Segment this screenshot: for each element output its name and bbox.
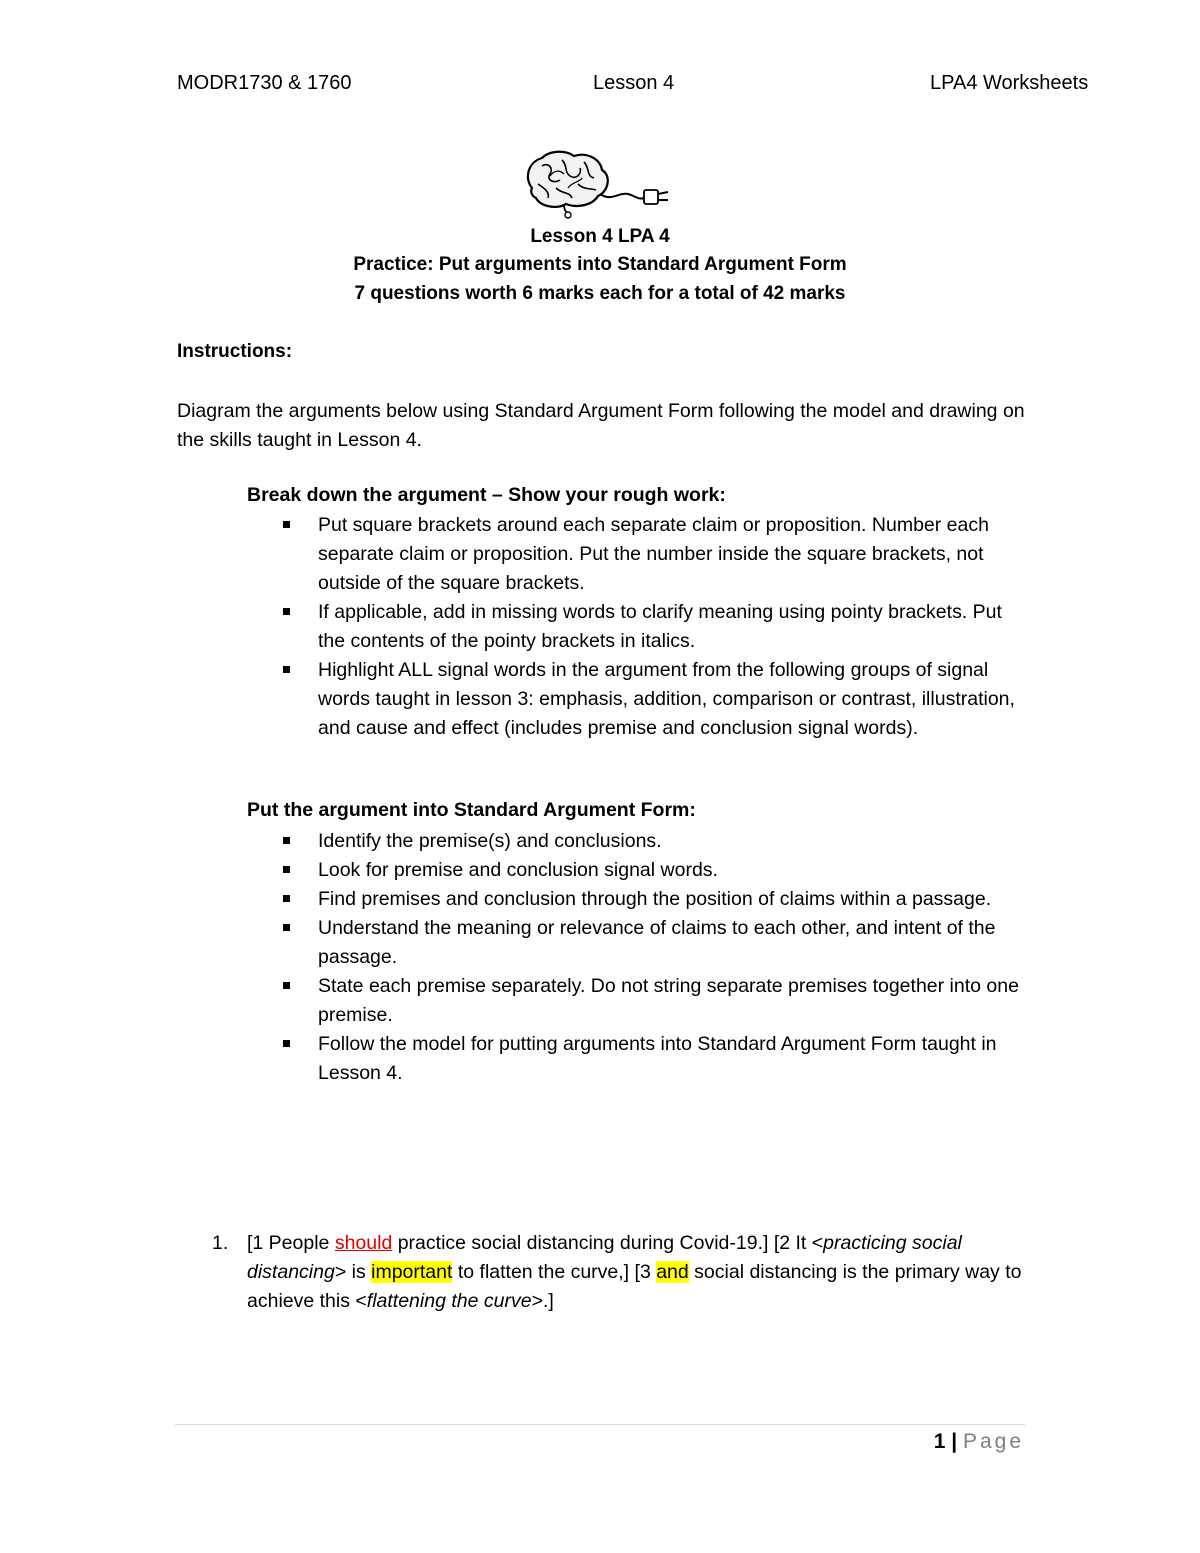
inserted-words: flattening the curve: [366, 1290, 532, 1312]
list-item-text: Identify the premise(s) and conclusions.: [318, 830, 662, 852]
square-bullet-icon: [283, 837, 290, 844]
question-text-part: to flatten the curve,] [3: [452, 1261, 657, 1283]
square-bullet-icon: [283, 521, 290, 528]
page-number: 1: [933, 1430, 946, 1453]
square-bullet-icon: [283, 866, 290, 873]
question-text-part: [1 People: [247, 1232, 335, 1254]
square-bullet-icon: [283, 666, 290, 673]
list-item: [283, 914, 1023, 972]
section-heading-standard-form: Put the argument into Standard Argument Form:: [247, 799, 696, 821]
question-text: [247, 1229, 1042, 1316]
header-worksheet: LPA4 Worksheets: [930, 72, 1089, 94]
title-line-3: 7 questions worth 6 marks each for a total of 42 marks: [354, 283, 846, 304]
signal-word-and: and: [656, 1261, 689, 1283]
page-word: Page: [962, 1430, 1024, 1453]
question-text-part: social distancing is the primary way to achieve this <: [247, 1261, 1022, 1312]
list-item-text: If applicable, add in missing words to clarify meaning using pointy brackets. Put the contents of the pointy brackets in italics.: [318, 601, 1002, 652]
page-separator: |: [945, 1430, 963, 1453]
footer-divider: [175, 1424, 1025, 1425]
instructions-label: Instructions:: [177, 341, 293, 362]
standard-form-list: [283, 827, 1023, 1088]
list-item-text: Follow the model for putting arguments into Standard Argument Form taught in Lesson 4.: [318, 1033, 997, 1084]
break-down-list: [283, 511, 1023, 743]
signal-word-should: should: [334, 1232, 393, 1254]
list-item-text: Highlight ALL signal words in the argument from the following groups of signal words taught in lesson 3: emphasis, addition, comparison or contrast, illustration, and cause and effect (includes premise and conclusion signal words).: [318, 659, 1015, 739]
list-item: [283, 1030, 1023, 1088]
page-footer: [934, 1430, 1024, 1454]
list-item: [283, 972, 1023, 1030]
square-bullet-icon: [283, 608, 290, 615]
brain-plug-icon: [520, 148, 675, 220]
square-bullet-icon: [283, 895, 290, 902]
list-item-text: Find premises and conclusion through the position of claims within a passage.: [318, 888, 992, 910]
header-lesson: Lesson 4: [593, 72, 675, 94]
square-bullet-icon: [283, 982, 290, 989]
question-1: [212, 1229, 1042, 1316]
square-bullet-icon: [283, 924, 290, 931]
title-line-1: Lesson 4 LPA 4: [530, 226, 670, 247]
title-line-2: Practice: Put arguments into Standard Argument Form: [353, 254, 847, 275]
instructions-intro: Diagram the arguments below using Standard Argument Form following the model and drawing on the skills taught in Lesson 4.: [177, 400, 1025, 451]
question-text-part: practice social distancing during Covid-19.] [2 It <: [392, 1232, 824, 1254]
question-text-part: >.]: [531, 1290, 554, 1312]
list-item-text: Look for premise and conclusion signal words.: [318, 859, 718, 881]
question-number: 1.: [212, 1232, 229, 1254]
question-text-part: > is: [334, 1261, 372, 1283]
list-item-text: Understand the meaning or relevance of claims to each other, and intent of the passage.: [318, 917, 996, 968]
list-item: [283, 885, 1023, 914]
inserted-words: practicing social distancing: [247, 1232, 962, 1283]
list-item: [283, 827, 1023, 856]
list-item: [283, 511, 1023, 598]
square-bullet-icon: [283, 1040, 290, 1047]
header-course: MODR1730 & 1760: [177, 72, 352, 94]
list-item-text: Put square brackets around each separate claim or proposition. Number each separate claim or proposition. Put the number inside the square brackets, not outside of the square brackets.: [318, 514, 989, 594]
section-heading-break-down: Break down the argument – Show your rough work:: [247, 484, 726, 506]
list-item: [283, 656, 1023, 743]
signal-word-important: important: [371, 1261, 453, 1283]
list-item: [283, 856, 1023, 885]
list-item-text: State each premise separately. Do not string separate premises together into one premise.: [318, 975, 1019, 1026]
list-item: [283, 598, 1023, 656]
